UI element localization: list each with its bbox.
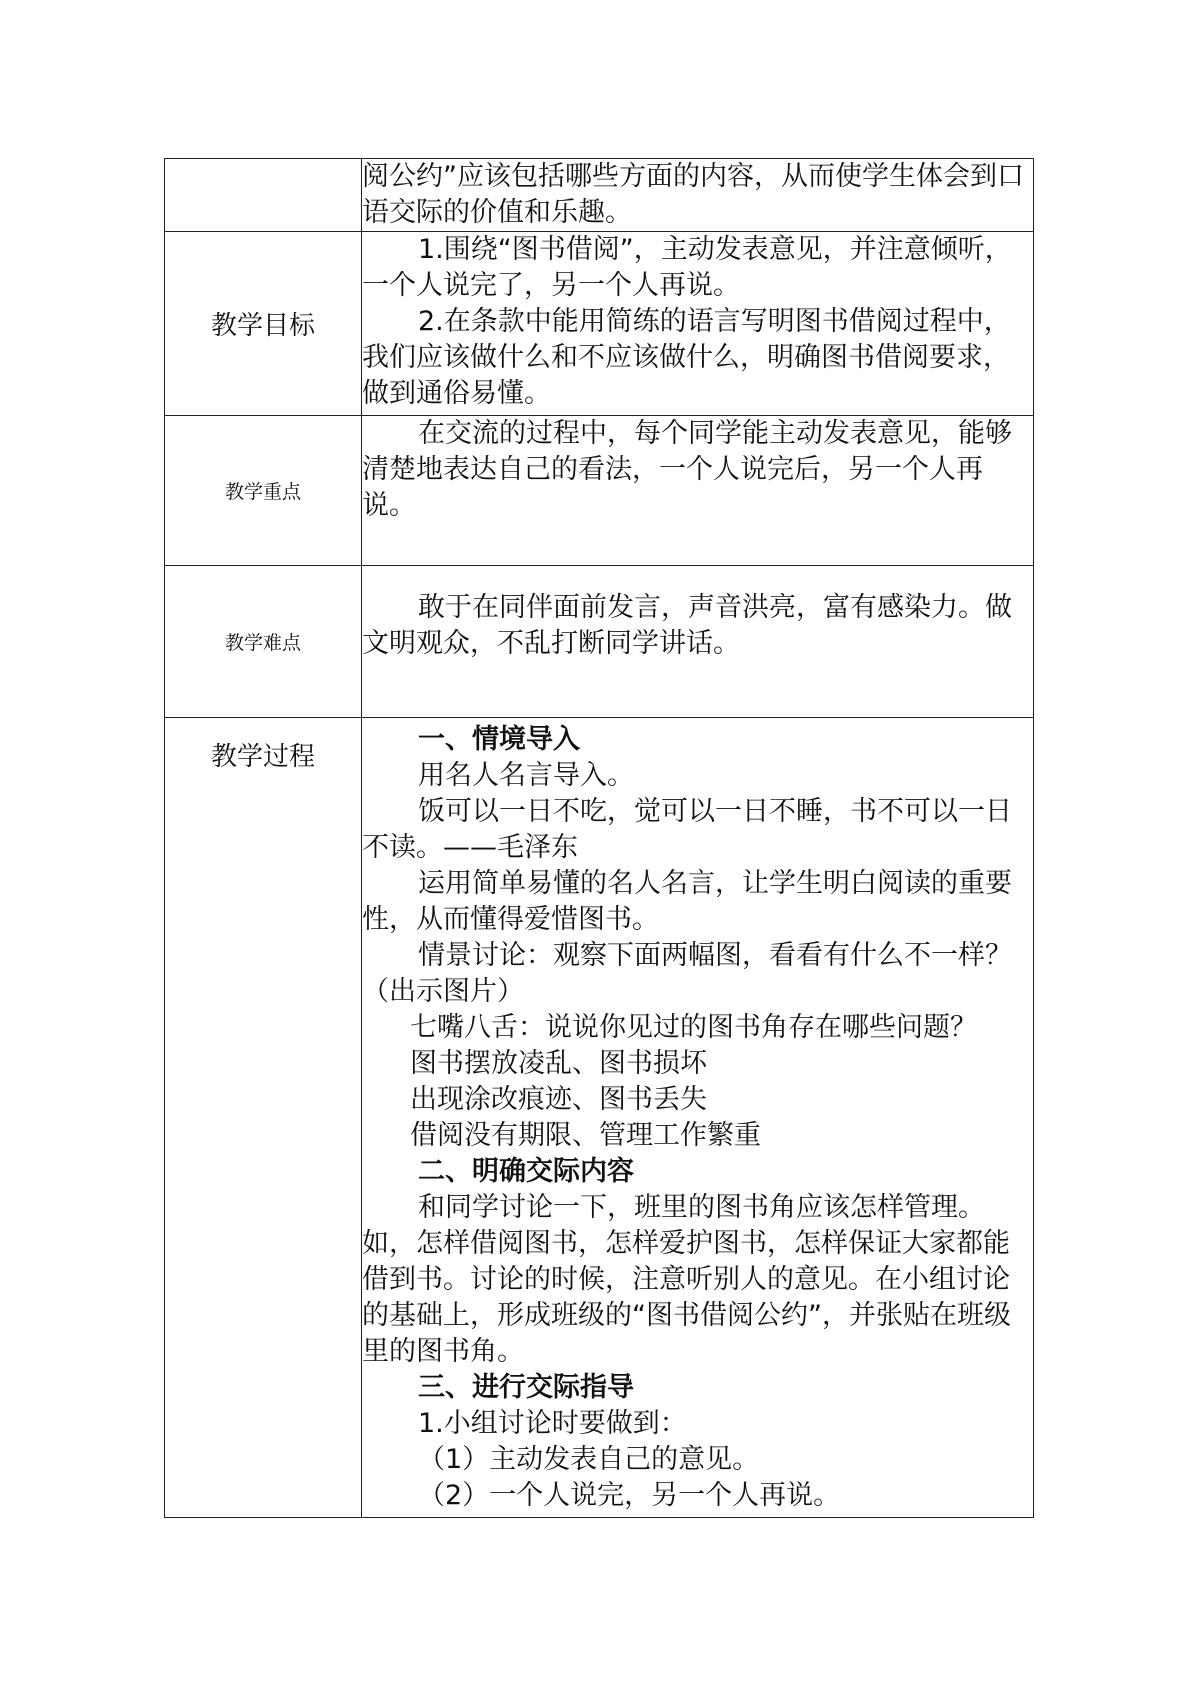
- quote-line: 饭可以一日不吃，觉可以一日不睡，书不可以一日不读。——毛泽东: [362, 796, 1012, 863]
- goals-label: 教学目标: [165, 232, 362, 416]
- table-row: [165, 566, 1034, 718]
- section-heading: 三、进行交际指导: [418, 1372, 634, 1403]
- table-row: [165, 159, 1034, 232]
- table-row: [165, 718, 1034, 1518]
- process-content-cell: [362, 718, 1034, 1518]
- intro-text: 阅公约”应该包括哪些方面的内容，从而使学生体会到口语交际的价值和乐趣。: [362, 161, 1024, 228]
- goal-item: 2.在条款中能用简练的语言写明图书借阅过程中，我们应该做什么和不应该做什么，明确图书借阅要求，做到通俗易懂。: [362, 306, 1011, 409]
- goal-item: 1.围绕“图书借阅”，主动发表意见，并注意倾听，一个人说完了，另一个人再说。: [362, 234, 1012, 301]
- section-heading: 一、情境导入: [418, 724, 580, 755]
- lesson-plan-table: [164, 158, 1034, 1518]
- section-heading: 二、明确交际内容: [418, 1156, 634, 1187]
- problem-item: 借阅没有期限、管理工作繁重: [410, 1120, 761, 1151]
- goals-content-cell: [362, 232, 1034, 416]
- difficulties-label: 教学难点: [165, 566, 362, 718]
- problem-item: 图书摆放凌乱、图书损坏: [410, 1048, 707, 1079]
- difficulties-text: 敢于在同伴面前发言，声音洪亮，富有感染力。做文明观众，不乱打断同学讲话。: [362, 592, 1012, 659]
- process-line: （2）一个人说完，另一个人再说。: [418, 1480, 841, 1511]
- process-line: （1）主动发表自己的意见。: [418, 1444, 760, 1475]
- process-line: 运用简单易懂的名人名言，让学生明白阅读的重要性，从而懂得爱惜图书。: [362, 868, 1012, 935]
- table-row: [165, 232, 1034, 416]
- problem-item: 出现涂改痕迹、图书丢失: [410, 1084, 707, 1115]
- process-line: 用名人名言导入。: [418, 760, 634, 791]
- keypoints-text: 在交流的过程中，每个同学能主动发表意见，能够清楚地表达自己的看法，一个人说完后，另一个人再说。: [362, 418, 1012, 521]
- row-label-empty: [165, 159, 362, 232]
- keypoints-content-cell: [362, 416, 1034, 566]
- difficulties-content-cell: [362, 566, 1034, 718]
- intro-content-cell: [362, 159, 1034, 232]
- process-line: 情景讨论：观察下面两幅图，看看有什么不一样？（出示图片）: [362, 940, 1012, 1007]
- process-label: 教学过程: [165, 718, 362, 1518]
- table-row: [165, 416, 1034, 566]
- process-line: 和同学讨论一下，班里的图书角应该怎样管理。如，怎样借阅图书，怎样爱护图书，怎样保证大家都能借到书。讨论的时候，注意听别人的意见。在小组讨论的基础上，形成班级的“图书借阅公约”，并张贴在班级里的图书角。: [362, 1192, 1011, 1367]
- keypoints-label: 教学重点: [165, 416, 362, 566]
- process-line: 1.小组讨论时要做到：: [418, 1408, 687, 1439]
- process-line: 七嘴八舌：说说你见过的图书角存在哪些问题？: [410, 1012, 977, 1043]
